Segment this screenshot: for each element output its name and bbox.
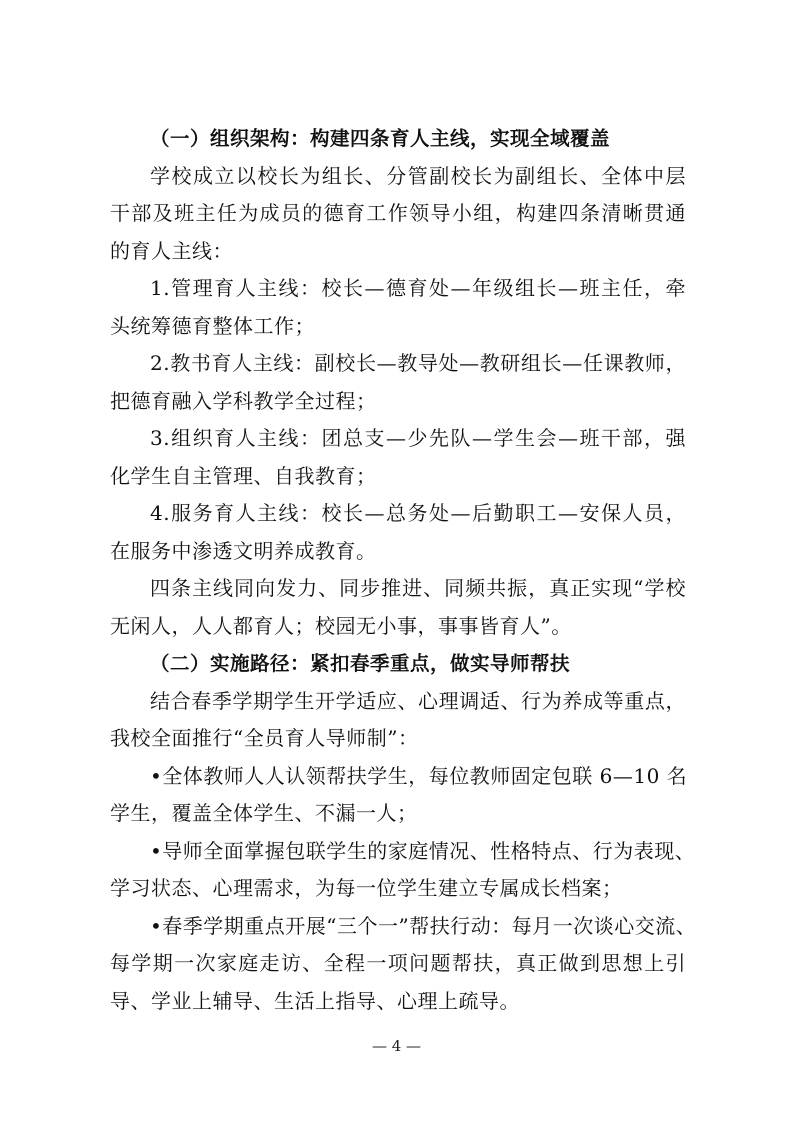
text-line: 1.管理育人主线：校长—德育处—年级组长—班主任，牵	[150, 276, 686, 300]
bullet-item-2	[110, 833, 696, 908]
text-line: 的育人主线：	[110, 238, 233, 263]
section-heading-1: （一）组织架构：构建四条育人主线，实现全域覆盖	[150, 127, 611, 150]
text-line: 无闲人，人人都育人；校园无小事，事事皆育人”。	[110, 613, 572, 638]
text-line: 学生，覆盖全体学生、不漏一人；	[110, 801, 418, 825]
text-line: 3.组织育人主线：团总支—少先队—学生会—班干部，强	[150, 426, 686, 450]
text-line: 我校全面推行“全员育人导师制”：	[110, 726, 419, 750]
text-line: 结合春季学期学生开学适应、心理调适、行为养成等重点，	[150, 688, 686, 713]
text-line: 四条主线同向发力、同步推进、同频共振，真正实现“学校	[150, 576, 686, 600]
text-line: •全体教师人人认领帮扶学生，每位教师固定包联 6—10 名	[150, 763, 688, 788]
text-line: 化学生自主管理、自我教育；	[110, 463, 377, 488]
list-item-3	[110, 420, 686, 495]
list-item-1	[110, 270, 686, 345]
paragraph-intro-1	[110, 158, 686, 271]
page-number: — 4 —	[371, 1037, 422, 1055]
paragraph-summary-1	[110, 570, 686, 645]
text-line: •导师全面掌握包联学生的家庭情况、性格特点、行为表现、	[150, 838, 696, 863]
text-line: 干部及班主任为成员的德育工作领导小组，构建四条清晰贯通	[110, 201, 686, 225]
section-heading-2: （二）实施路径：紧扣春季重点，做实导师帮扶	[150, 652, 571, 675]
text-line: 在服务中渗透文明养成教育。	[110, 538, 377, 563]
text-line: 2.教书育人主线：副校长—教导处—教研组长—任课教师，	[150, 351, 686, 375]
list-item-4	[110, 495, 686, 570]
list-item-2	[110, 345, 686, 420]
text-line: 4.服务育人主线：校长—总务处—后勤职工—安保人员，	[150, 501, 686, 525]
bullet-item-3	[110, 908, 697, 1021]
text-line: 每学期一次家庭走访、全程一项问题帮扶，真正做到思想上引	[110, 951, 686, 975]
bullet-item-1	[110, 758, 686, 833]
text-line: •春季学期重点开展“三个一”帮扶行动：每月一次谈心交流、	[150, 913, 697, 938]
text-line: 导、学业上辅导、生活上指导、心理上疏导。	[110, 988, 520, 1013]
text-line: 学习状态、心理需求，为每一位学生建立专属成长档案；	[110, 876, 623, 900]
text-line: 把德育融入学科教学全过程；	[110, 388, 377, 413]
text-line: 学校成立以校长为组长、分管副校长为副组长、全体中层	[150, 163, 686, 188]
text-line: 头统筹德育整体工作；	[110, 313, 315, 338]
document-body	[110, 120, 697, 1020]
paragraph-intro-2	[110, 683, 686, 758]
